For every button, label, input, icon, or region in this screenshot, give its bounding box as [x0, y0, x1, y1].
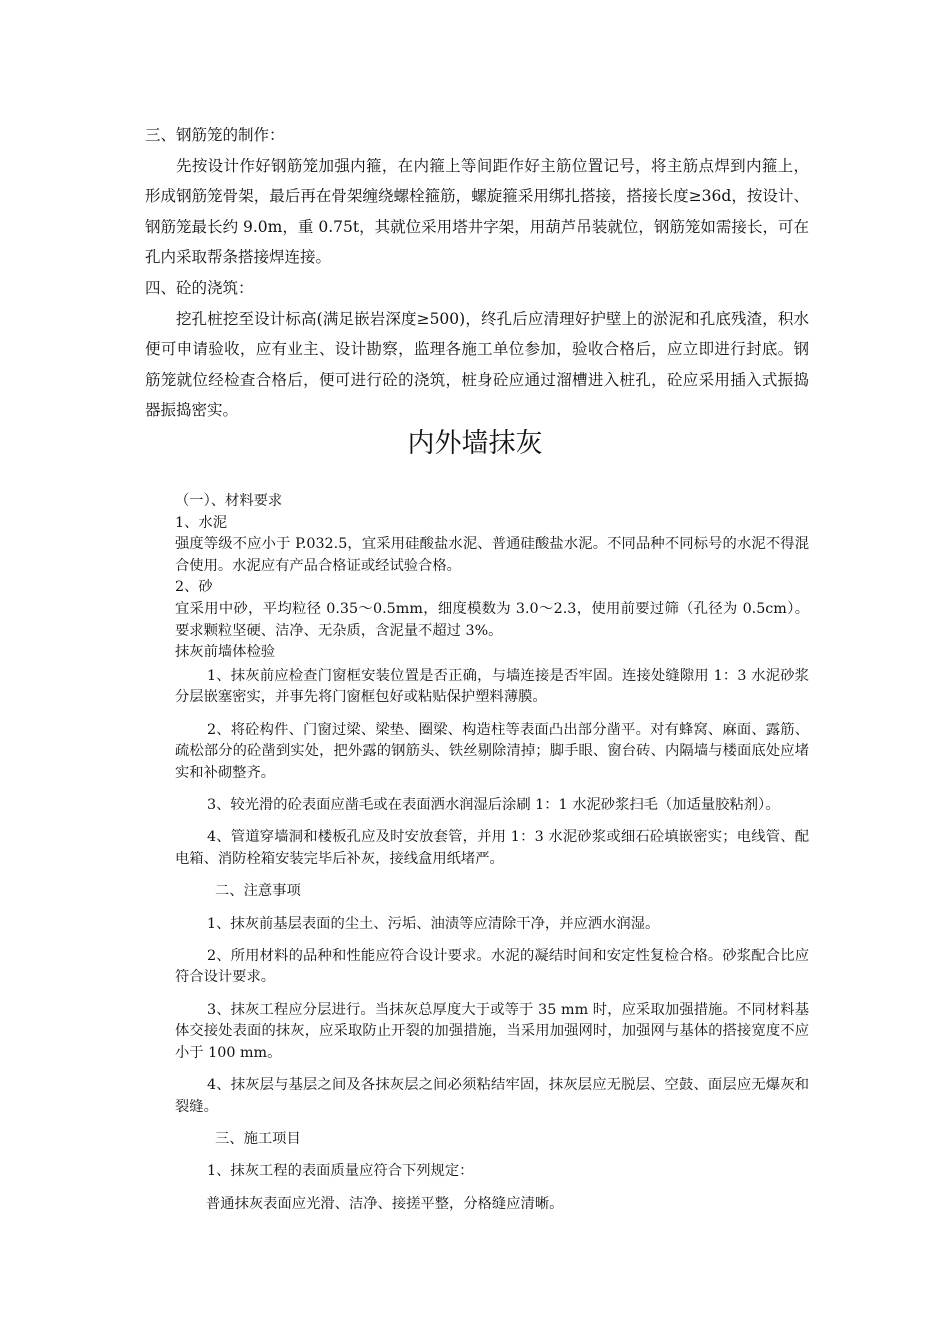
wall-check-heading: 抹灰前墙体检验: [175, 644, 276, 661]
concrete-heading: 四、砼的浇筑：: [145, 278, 254, 297]
materials-section: [175, 491, 809, 664]
construction-item: 1、抹灰工程的表面质量应符合下列规定：: [207, 1163, 474, 1180]
cement-heading: 1、水泥: [175, 514, 227, 531]
wall-check-item: 4、管道穿墙洞和楼板孔应及时安放套管，并用 1：3 水泥砂浆或细石砼填嵌密实；电线管、配电箱、消防栓箱安装完毕后补灰，接线盒用纸堵严。: [175, 829, 809, 867]
wall-check-item: 1、抹灰前应检查门窗框安装位置是否正确，与墙连接是否牢固。连接处缝隙用 1：3 水泥砂浆分层嵌塞密实，并事先将门窗框包好或粘贴保护塑料薄膜。: [175, 668, 809, 706]
construction-detail: 普通抹灰表面应光滑、洁净、接搓平整，分格缝应清晰。: [206, 1195, 564, 1212]
wall-check-and-notes: [175, 666, 809, 1226]
note-item: 3、抹灰工程应分层进行。当抹灰总厚度大于或等于 35 mm 时，应采取加强措施。不同材料基体交接处表面的抹灰，应采取防止开裂的加强措施，当采用加强网时，加强网与基体的搭接宽度不应小于 100 mm。: [175, 1001, 809, 1061]
rebar-paragraph: 先按设计作好钢筋笼加强内箍，在内箍上等间距作好主筋位置记号，将主筋点焊到内箍上，形成钢筋笼骨架，最后再在骨架缠绕螺栓箍筋，螺旋箍采用绑扎搭接，搭接长度≥36d，按设计、钢筋笼最长约 9.0m，重 0.75t，其就位采用塔井字架，用葫芦吊装就位，钢筋笼如需接长，可在孔内采取帮条搭接焊连接。: [145, 156, 809, 267]
sand-heading: 2、砂: [175, 579, 213, 596]
materials-heading: （一）、材料要求: [175, 493, 283, 509]
page-title: 内外墙抹灰: [407, 428, 543, 459]
cement-text: 强度等级不应小于 P.032.5，宜采用硅酸盐水泥、普通硅酸盐水泥。不同品种不同标号的水泥不得混合使用。水泥应有产品合格证或经试验合格。: [175, 536, 809, 574]
note-item: 1、抹灰前基层表面的尘土、污垢、油渍等应清除干净，并应洒水润湿。: [207, 915, 660, 932]
construction-heading: 三、施工项目: [215, 1130, 301, 1147]
rebar-heading: 三、钢筋笼的制作：: [145, 126, 285, 144]
pile-section: [145, 120, 809, 426]
wall-check-item: 3、较光滑的砼表面应凿毛或在表面洒水润湿后涂刷 1：1 水泥砂浆扫毛（加适量胶粘剂）。: [207, 797, 780, 814]
note-item: 2、所用材料的品种和性能应符合设计要求。水泥的凝结时间和安定性复检合格。砂浆配合比应符合设计要求。: [175, 948, 809, 986]
concrete-paragraph: 挖孔桩挖至设计标高(满足嵌岩深度≥500)，终孔后应清理好护壁上的淤泥和孔底残渣，积水便可申请验收，应有业主、设计勘察，监理各施工单位参加，验收合格后，应立即进行封底。钢筋笼就位经检查合格后，便可进行砼的浇筑，桩身砼应通过溜槽进入桩孔，砼应采用插入式振捣器振捣密实。: [145, 309, 809, 420]
note-item: 4、抹灰层与基层之间及各抹灰层之间必须粘结牢固，抹灰层应无脱层、空鼓、面层应无爆灰和裂缝。: [175, 1077, 809, 1115]
wall-check-item: 2、将砼构件、门窗过梁、梁垫、圈梁、构造柱等表面凸出部分凿平。对有蜂窝、麻面、露筋、疏松部分的砼凿到实处，把外露的钢筋头、铁丝剔除清掉；脚手眼、窗台砖、内隔墙与楼面底处应堵实和补砌整齐。: [175, 721, 809, 781]
sand-text: 宜采用中砂，平均粒径 0.35～0.5mm，细度模数为 3.0～2.3，使用前要过筛（孔径为 0.5cm）。要求颗粒坚硬、洁净、无杂质，含泥量不超过 3%。: [175, 600, 809, 639]
notes-heading: 二、注意事项: [215, 883, 301, 900]
